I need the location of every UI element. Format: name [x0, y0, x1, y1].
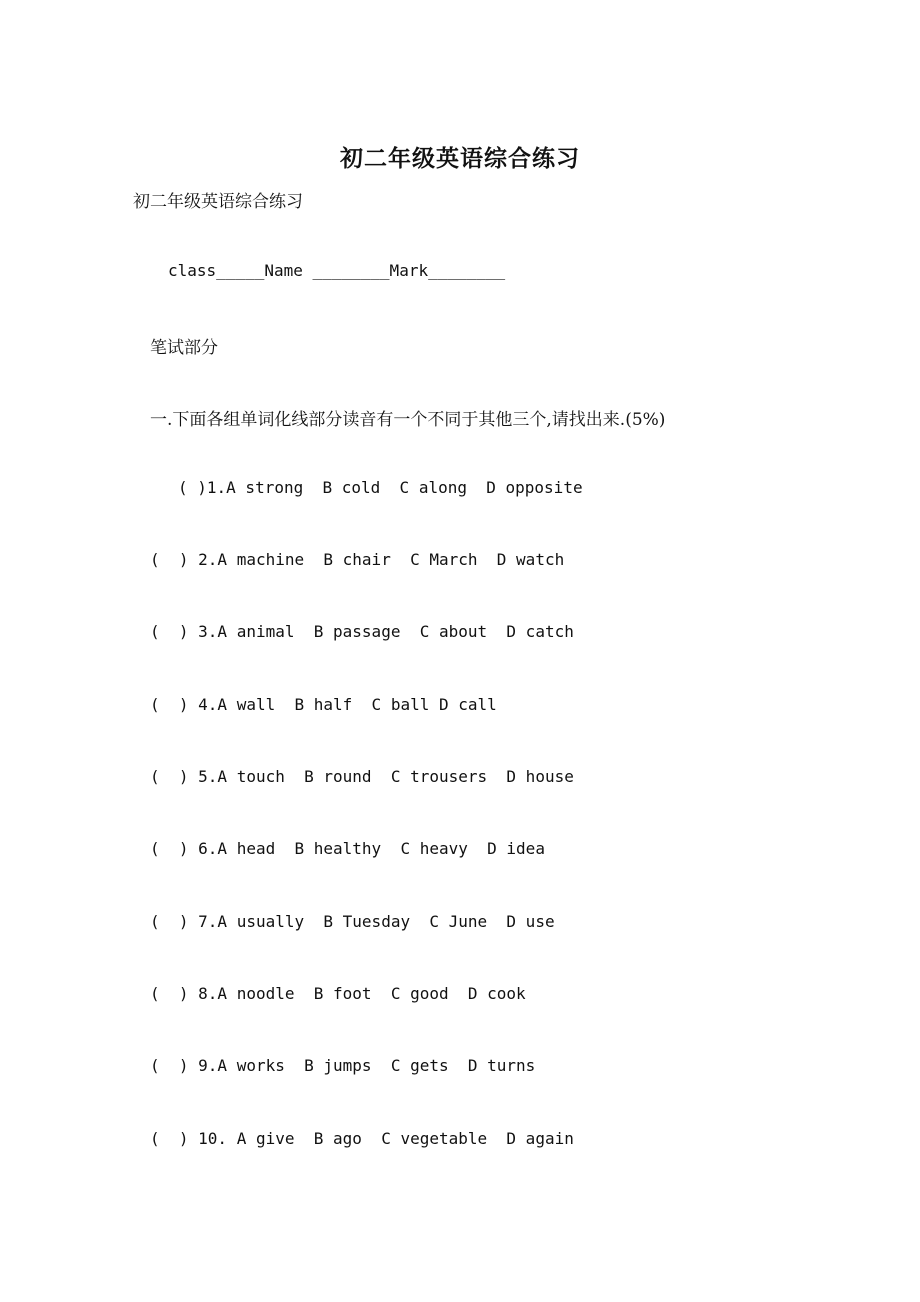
question-item: ( ) 9.A works B jumps C gets D turns	[150, 1056, 536, 1075]
question-item: ( ) 3.A animal B passage C about D catch	[150, 622, 574, 641]
question-item: ( ) 6.A head B healthy C heavy D idea	[150, 839, 545, 858]
document-title: 初二年级英语综合练习	[340, 145, 580, 172]
exercise-instruction: 一.下面各组单词化线部分读音有一个不同于其他三个,请找出来.(5%)	[150, 410, 666, 430]
document-subtitle: 初二年级英语综合练习	[133, 192, 303, 212]
question-item: ( ) 8.A noodle B foot C good D cook	[150, 984, 526, 1003]
question-item: ( ) 10. A give B ago C vegetable D again	[150, 1129, 574, 1148]
question-item: ( ) 5.A touch B round C trousers D house	[150, 767, 574, 786]
question-item: ( )1.A strong B cold C along D opposite	[178, 478, 583, 497]
student-info-line: class_____Name ________Mark________	[168, 261, 506, 280]
question-item: ( ) 2.A machine B chair C March D watch	[150, 550, 565, 569]
question-item: ( ) 7.A usually B Tuesday C June D use	[150, 912, 555, 931]
section-heading: 笔试部分	[150, 338, 218, 358]
question-item: ( ) 4.A wall B half C ball D call	[150, 695, 497, 714]
